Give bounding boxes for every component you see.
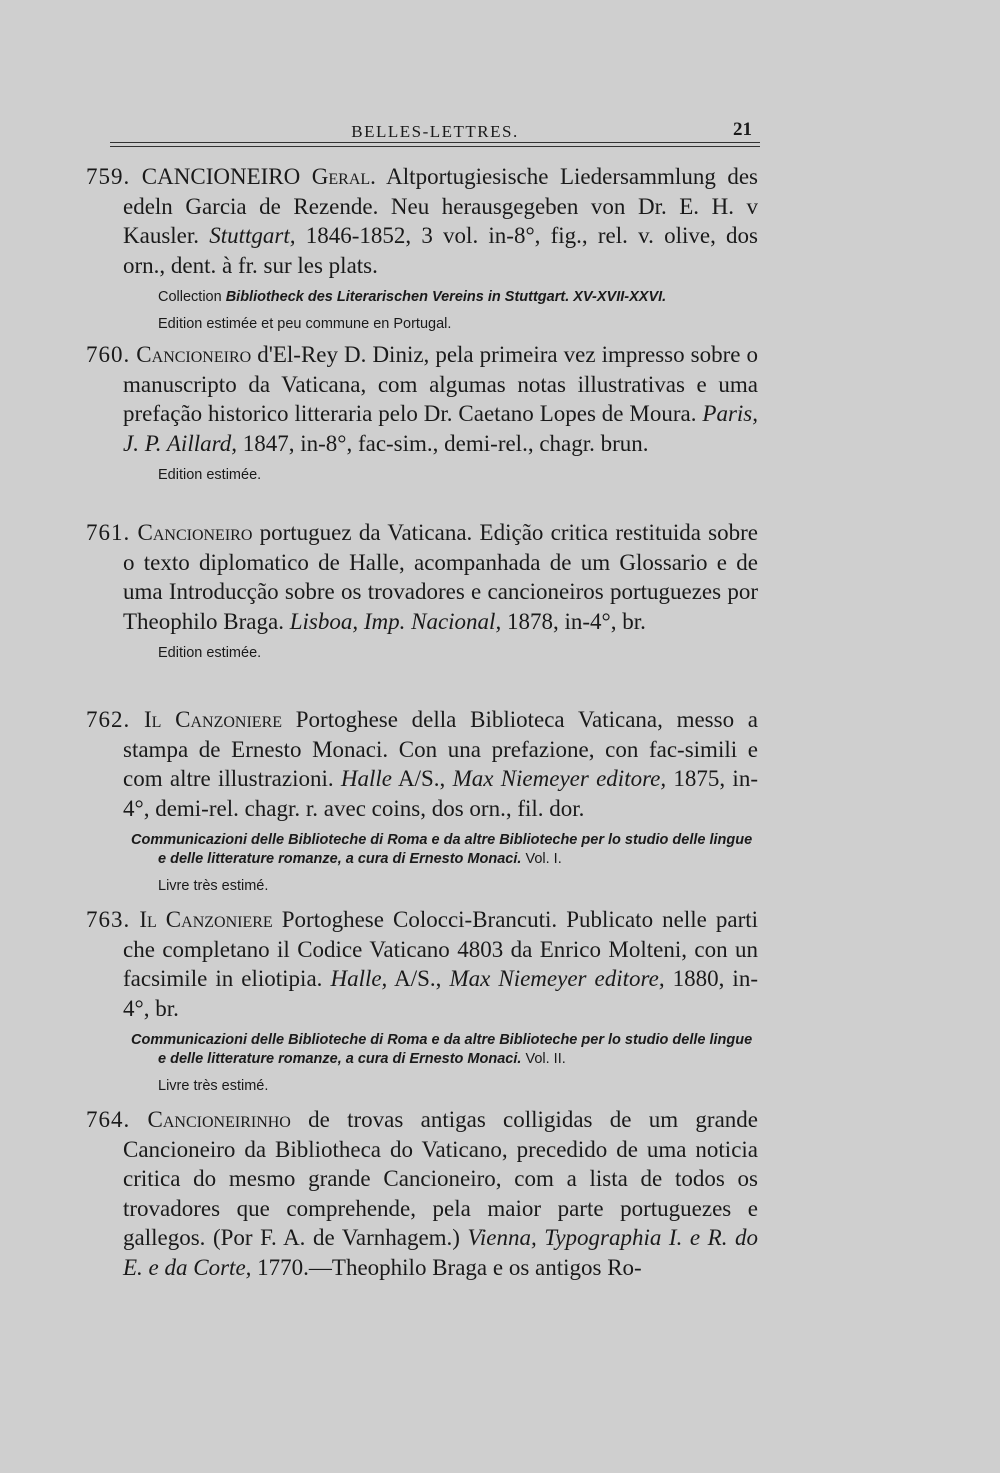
text-run: Livre très estimé.: [158, 1078, 269, 1094]
entry-heading: Cancioneiro: [136, 342, 252, 367]
entry-note: [86, 466, 758, 485]
imprint-italic: Lisboa, Imp. Nacional,: [289, 608, 502, 634]
entry-heading: Geral: [311, 164, 371, 189]
entry-heading: Il Canzoniere: [143, 707, 283, 732]
text-run: 1846-1852, 3 vol. in-8°, fig., rel. v. olive, dos orn., dent. à fr. sur les plats.: [123, 223, 758, 278]
catalog-entry: [86, 340, 758, 485]
catalog-entry: [86, 162, 758, 334]
entry-number: 759.: [86, 164, 131, 189]
entry-notes: [86, 1031, 758, 1096]
entry-heading: Il Canzoniere: [139, 907, 273, 932]
imprint-italic: Halle,: [330, 966, 388, 991]
imprint-italic: Halle: [340, 766, 392, 791]
entry-text: [86, 340, 758, 458]
entry-notes: [86, 288, 758, 334]
entry-heading: Cancioneiro: [137, 520, 253, 545]
header-rule: [110, 142, 760, 143]
text-run: 1875, in-4°, demi-rel. chagr. r. avec coins, dos orn., fil. dor.: [123, 766, 758, 821]
running-header: [110, 118, 760, 148]
text-run: 1847, in-8°, fac-sim., demi-rel., chagr. brun.: [236, 430, 649, 456]
text-run: 1770.—Theophilo Braga e os antigos Ro-: [251, 1254, 642, 1280]
text-run: 1880, in-4°, br.: [123, 966, 758, 1021]
entry-number: 760.: [86, 342, 131, 367]
entry-number: 761.: [86, 520, 131, 545]
page-number: 21: [733, 119, 752, 140]
catalog-entry: [86, 705, 758, 896]
entry-text: [86, 518, 758, 636]
entry-number: 763.: [86, 907, 131, 932]
text-run: Edition estimée.: [158, 467, 262, 483]
catalog-entry: [86, 518, 758, 663]
text-run: Livre très estimé.: [158, 878, 269, 894]
entry-text: [86, 162, 758, 280]
entry-number: 762.: [86, 707, 131, 732]
entry-heading: Cancioneirinho: [147, 1107, 291, 1132]
text-run: . Altportugiesische Liedersammlung des edeln Garcia de Rezende. Neu herausgegeben von Dr. E. H. v Kausler.: [123, 164, 759, 248]
note-italic: Bibliotheck des Literarischen Vereins in Stuttgart. XV-XVII-XXVI.: [225, 289, 667, 305]
entry-text: [86, 905, 758, 1023]
text-run: Collection: [158, 289, 226, 305]
entry-notes: [86, 831, 758, 896]
text-run: A/S.,: [392, 766, 453, 791]
imprint-italic: Vienna, Typographia I. e R. do E. e da Corte,: [123, 1225, 758, 1280]
note-italic: Communicazioni delle Biblioteche di Roma e da altre Biblioteche per lo studio delle lingue e delle litterature romanze, a cura di Ernesto Monaci.: [131, 832, 753, 867]
entry-note: [86, 315, 758, 334]
text-run: Edition estimée.: [158, 645, 262, 661]
imprint-italic: Max Niemeyer editore,: [452, 766, 667, 791]
text-run: 1878, in-4°, br.: [501, 608, 646, 634]
text-run: Portoghese della Biblioteca Vaticana, messo a stampa de Ernesto Monaci. Con una prefazione, con fac-simili e com altre illustrazioni.: [123, 707, 759, 791]
entry-notes: [86, 466, 758, 485]
text-run: Edition estimée et peu commune en Portugal.: [158, 316, 452, 332]
text-run: portuguez da Vaticana. Edição critica restituida sobre o texto diplomatico de Halle, acompanhada de um Glossario e de uma Introducção sobre os trovadores e cancioneiros portuguezes por Theophilo Braga.: [123, 520, 759, 634]
text-run: A/S.,: [387, 966, 450, 991]
text-run: Vol. I.: [521, 851, 562, 867]
entry-note: [86, 831, 758, 869]
entry-text: [86, 1105, 758, 1282]
imprint-italic: Paris, J. P. Aillard,: [123, 401, 758, 456]
text-run: de trovas antigas colligidas de um grande Cancioneiro da Bibliotheca do Vaticano, precedido de uma noticia critica do mesmo grande Cancioneiro, com a lista de todos os trovadores que comprehende, pela maior parte portuguezes e gallegos. (Por F. A. de Varnhagem.): [123, 1107, 758, 1250]
header-title: BELLES-LETTRES.: [351, 122, 519, 141]
imprint-italic: Max Niemeyer editore,: [449, 966, 665, 991]
entry-note: [86, 877, 758, 896]
catalog-entry: [86, 1105, 758, 1290]
entry-note: [86, 1077, 758, 1096]
imprint-italic: Stuttgart,: [209, 223, 296, 248]
text-run: Portoghese Colocci-Brancuti. Publicato nelle parti che completano il Codice Vaticano 4803 da Enrico Molteni, con un facsimile in eliotipia.: [123, 907, 759, 991]
note-italic: Communicazioni delle Biblioteche di Roma e da altre Biblioteche per lo studio delle lingue e delle litterature romanze, a cura di Ernesto Monaci.: [131, 1032, 753, 1067]
text-run: Vol. II.: [521, 1051, 566, 1067]
entry-note: [86, 644, 758, 663]
entry-text: [86, 705, 758, 823]
entry-number: 764.: [86, 1107, 131, 1132]
text-run: CANCIONEIRO: [141, 164, 312, 189]
entry-note: [86, 288, 758, 307]
text-run: d'El-Rey D. Diniz, pela primeira vez impresso sobre o manuscripto da Vaticana, com algumas notas illustrativas e uma prefação historico litteraria pelo Dr. Caetano Lopes de Moura.: [123, 342, 759, 426]
entry-notes: [86, 644, 758, 663]
catalog-entry: [86, 905, 758, 1096]
entry-note: [86, 1031, 758, 1069]
header-rule: [110, 146, 760, 147]
